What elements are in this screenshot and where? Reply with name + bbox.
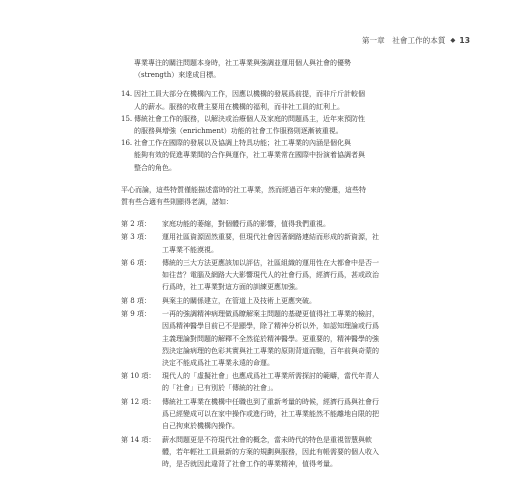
list-item: [121, 396, 465, 433]
text-line: 運用社區資源固然重要，但現代社會因著網路連結而形成的新資源，社: [162, 233, 379, 242]
text-line: 傳統社工專業在機構中任職也到了重新考量的時候，經濟行爲與社會行: [162, 397, 379, 406]
text-line: 烈決定論病理的色彩其實與社工專業的原則背道而馳，百年前與奇蒙的: [162, 346, 379, 355]
text-line: 傳統社會工作的服務，以解決或治療個人及家庭的問題爲主，近年來預防性: [134, 114, 365, 123]
text-line: 一再的強調精神病理做爲瞭解案主問題的基礎更值得社工專業的檢討，: [162, 310, 379, 319]
item-number: 16.: [121, 139, 133, 148]
list-item: [121, 231, 465, 255]
item-label: 第 9 項：: [121, 310, 151, 319]
text-line: 專業專注的關注問題本身時，社工專業與強調並運用個人與社會的優勢: [134, 59, 351, 67]
text-line: 如往昔？電腦及網路大大影響現代人的社會行爲，經濟行爲，甚或政治: [162, 271, 379, 280]
diamond-icon: ◆: [450, 36, 456, 44]
text-line: 薪水問題更是不符現代社會的概念，當未時代的特色是重視智慧與軟: [162, 435, 372, 444]
numbered-item: [121, 137, 465, 174]
item-label: 第 2 項：: [121, 220, 151, 229]
text-line: 整合的角色。: [134, 163, 176, 172]
text-line: 社會工作在國際的發展以及協調上特具功能；社工專業的內涵是個化與: [134, 139, 351, 148]
list-item: [121, 434, 465, 471]
body-text: [121, 57, 465, 471]
text-line: 因社工員大部分在機構內工作，因應以機構的發展爲前提，而非斤斤計較個: [134, 90, 365, 99]
summary-paragraph: [121, 184, 465, 208]
text-line: 體，若年輕社工員最新的方案的規劃與服務，因此有帳需要的個人收入: [162, 447, 379, 456]
list-item: [121, 308, 465, 369]
text-line: （strength）來達成目標。: [134, 71, 221, 80]
numbered-item: [121, 88, 465, 112]
item-list: [121, 218, 465, 470]
text-line: 的服務與增強（enrichment）功能的社會工作服務則逐漸被重視。: [134, 126, 343, 135]
list-item: [121, 295, 465, 307]
item-number: 15.: [121, 114, 133, 123]
item-number: 14.: [121, 90, 133, 99]
page-number: 13: [459, 36, 470, 45]
text-line: 行爲時，社工專業對這方面的訓練更應加強。: [162, 283, 302, 292]
text-line: 質有些合適有些則顯得老調，諸如：: [121, 197, 233, 206]
item-label: 第 3 項：: [121, 233, 151, 242]
numbered-item: [121, 113, 465, 137]
running-header: [300, 34, 470, 48]
text-line: 因爲精神醫學目前已不是顯學，除了精神分析以外，如認知理論或行爲: [162, 322, 379, 331]
text-line: 傳統的三大方法更應該加以評估，社區組織的運用性在大都會中是否一: [162, 259, 379, 267]
list-item: [121, 370, 465, 394]
intro-continuation: [121, 57, 465, 81]
text-line: 爲已經變成可以在家中操作或進行時，社工專業能然不能離地自限的把: [162, 410, 379, 418]
text-line: 決定不能成爲社工專業永遠的命運。: [162, 358, 274, 367]
chapter-title: 第一章 社會工作的本質: [361, 36, 446, 45]
text-line: 平心而論，這些特質僅能描述當時的社工專業，然而經過百年來的變遷，這些特: [121, 185, 366, 194]
text-line: 現代人的「虛擬社會」也應成爲社工專業所需探討的範疇，當代年青人: [162, 372, 379, 381]
text-line: 能夠有效的促進專業間的合作與運作，社工專業常在國際中扮演着協調者與: [134, 151, 365, 160]
text-line: 主義理論對問題的解釋不全然從於精神醫學。更重要的，精神醫學的強: [162, 334, 379, 343]
text-line: 與案主的關係建立，在管道上及技術上更應突破。: [162, 296, 316, 305]
text-line: 自己拘束於機構內操作。: [162, 422, 239, 431]
text-line: 家庭功能的萎縮，對個體行爲的影響，值得我們重視。: [162, 220, 330, 229]
item-label: 第 8 項：: [121, 296, 151, 305]
item-label: 第 6 項：: [121, 259, 151, 267]
text-line: 工專業不能漠視。: [162, 245, 218, 254]
text-line: 時，是否就因此違背了社會工作的專業精神，值得考量。: [162, 459, 337, 468]
item-label: 第 14 項：: [121, 435, 156, 444]
list-item: [121, 257, 465, 294]
item-label: 第 10 項：: [121, 372, 156, 381]
list-item: [121, 218, 465, 230]
text-line: 人的薪水。服務的收費主要用在機構的福利，而非社工員的紅利上。: [134, 102, 344, 111]
item-label: 第 12 項：: [121, 397, 156, 406]
text-line: 的「社會」已有別於「傳統的社會」。: [162, 384, 278, 393]
numbered-list: [121, 88, 465, 173]
